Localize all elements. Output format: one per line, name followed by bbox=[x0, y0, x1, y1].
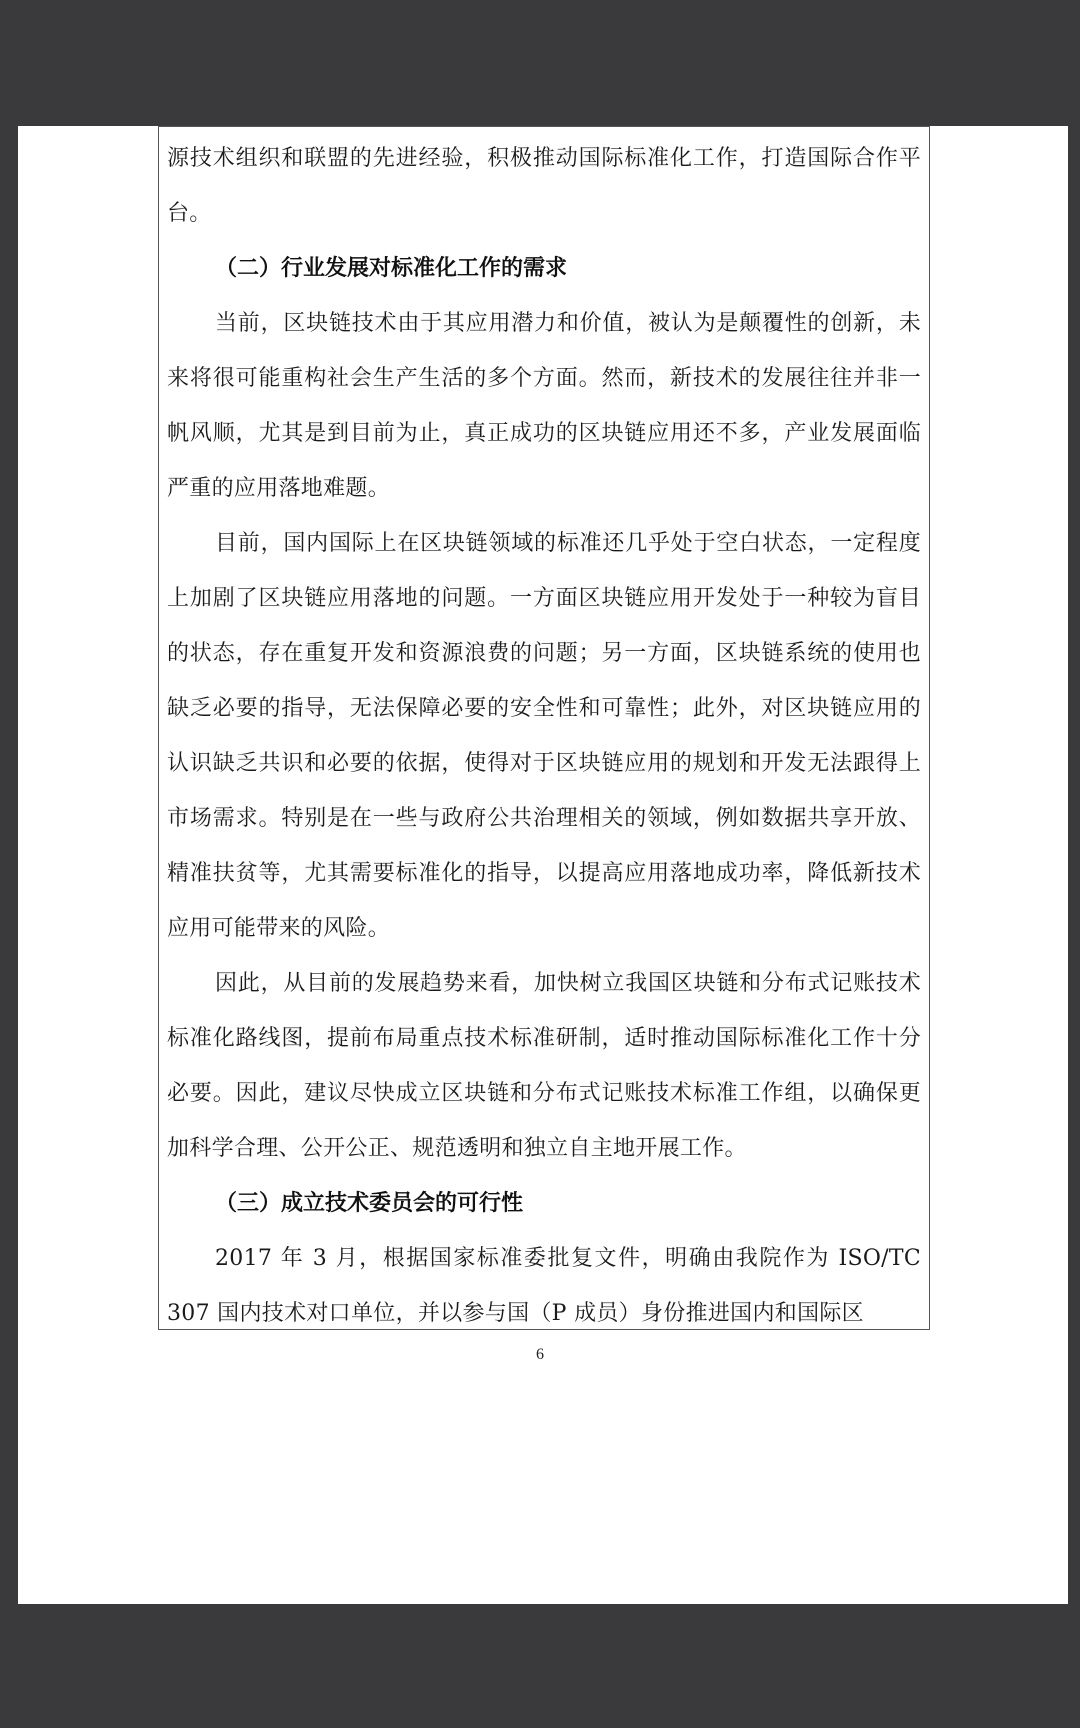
paragraph-feasibility: 2017 年 3 月，根据国家标准委批复文件，明确由我院作为 ISO/TC 307 国内技术对口单位，并以参与国（P 成员）身份推进国内和国际区 bbox=[167, 1246, 921, 1326]
section-heading-2: （二）行业发展对标准化工作的需求 bbox=[215, 256, 568, 281]
paragraph-industry-current: 当前，区块链技术由于其应用潜力和价值，被认为是颠覆性的创新，未来将很可能重构社会生产生活的多个方面。然而，新技术的发展往往并非一帆风顺，尤其是到目前为止，真正成功的区块链应用还不多，产业发展面临严重的应用落地难题。 bbox=[167, 311, 921, 501]
paragraph-standards-gap: 目前，国内国际上在区块链领域的标准还几乎处于空白状态，一定程度上加剧了区块链应用落地的问题。一方面区块链应用开发处于一种较为盲目的状态，存在重复开发和资源浪费的问题；另一方面，区块链系统的使用也缺乏必要的指导，无法保障必要的安全性和可靠性；此外，对区块链应用的认识缺乏共识和必要的依据，使得对于区块链应用的规划和开发无法跟得上市场需求。特别是在一些与政府公共治理相关的领域，例如数据共享开放、精准扶贫等，尤其需要标准化的指导，以提高应用落地成功率，降低新技术应用可能带来的风险。 bbox=[167, 531, 921, 941]
text-frame bbox=[158, 126, 930, 1330]
paragraph-continuation: 源技术组织和联盟的先进经验，积极推动国际标准化工作，打造国际合作平台。 bbox=[167, 146, 921, 226]
paragraph-conclusion: 因此，从目前的发展趋势来看，加快树立我国区块链和分布式记账技术标准化路线图，提前布局重点技术标准研制，适时推动国际标准化工作十分必要。因此，建议尽快成立区块链和分布式记账技术标准工作组，以确保更加科学合理、公开公正、规范透明和独立自主地开展工作。 bbox=[167, 971, 921, 1161]
section-heading-3: （三）成立技术委员会的可行性 bbox=[215, 1191, 524, 1216]
page-number: 6 bbox=[536, 1346, 544, 1363]
